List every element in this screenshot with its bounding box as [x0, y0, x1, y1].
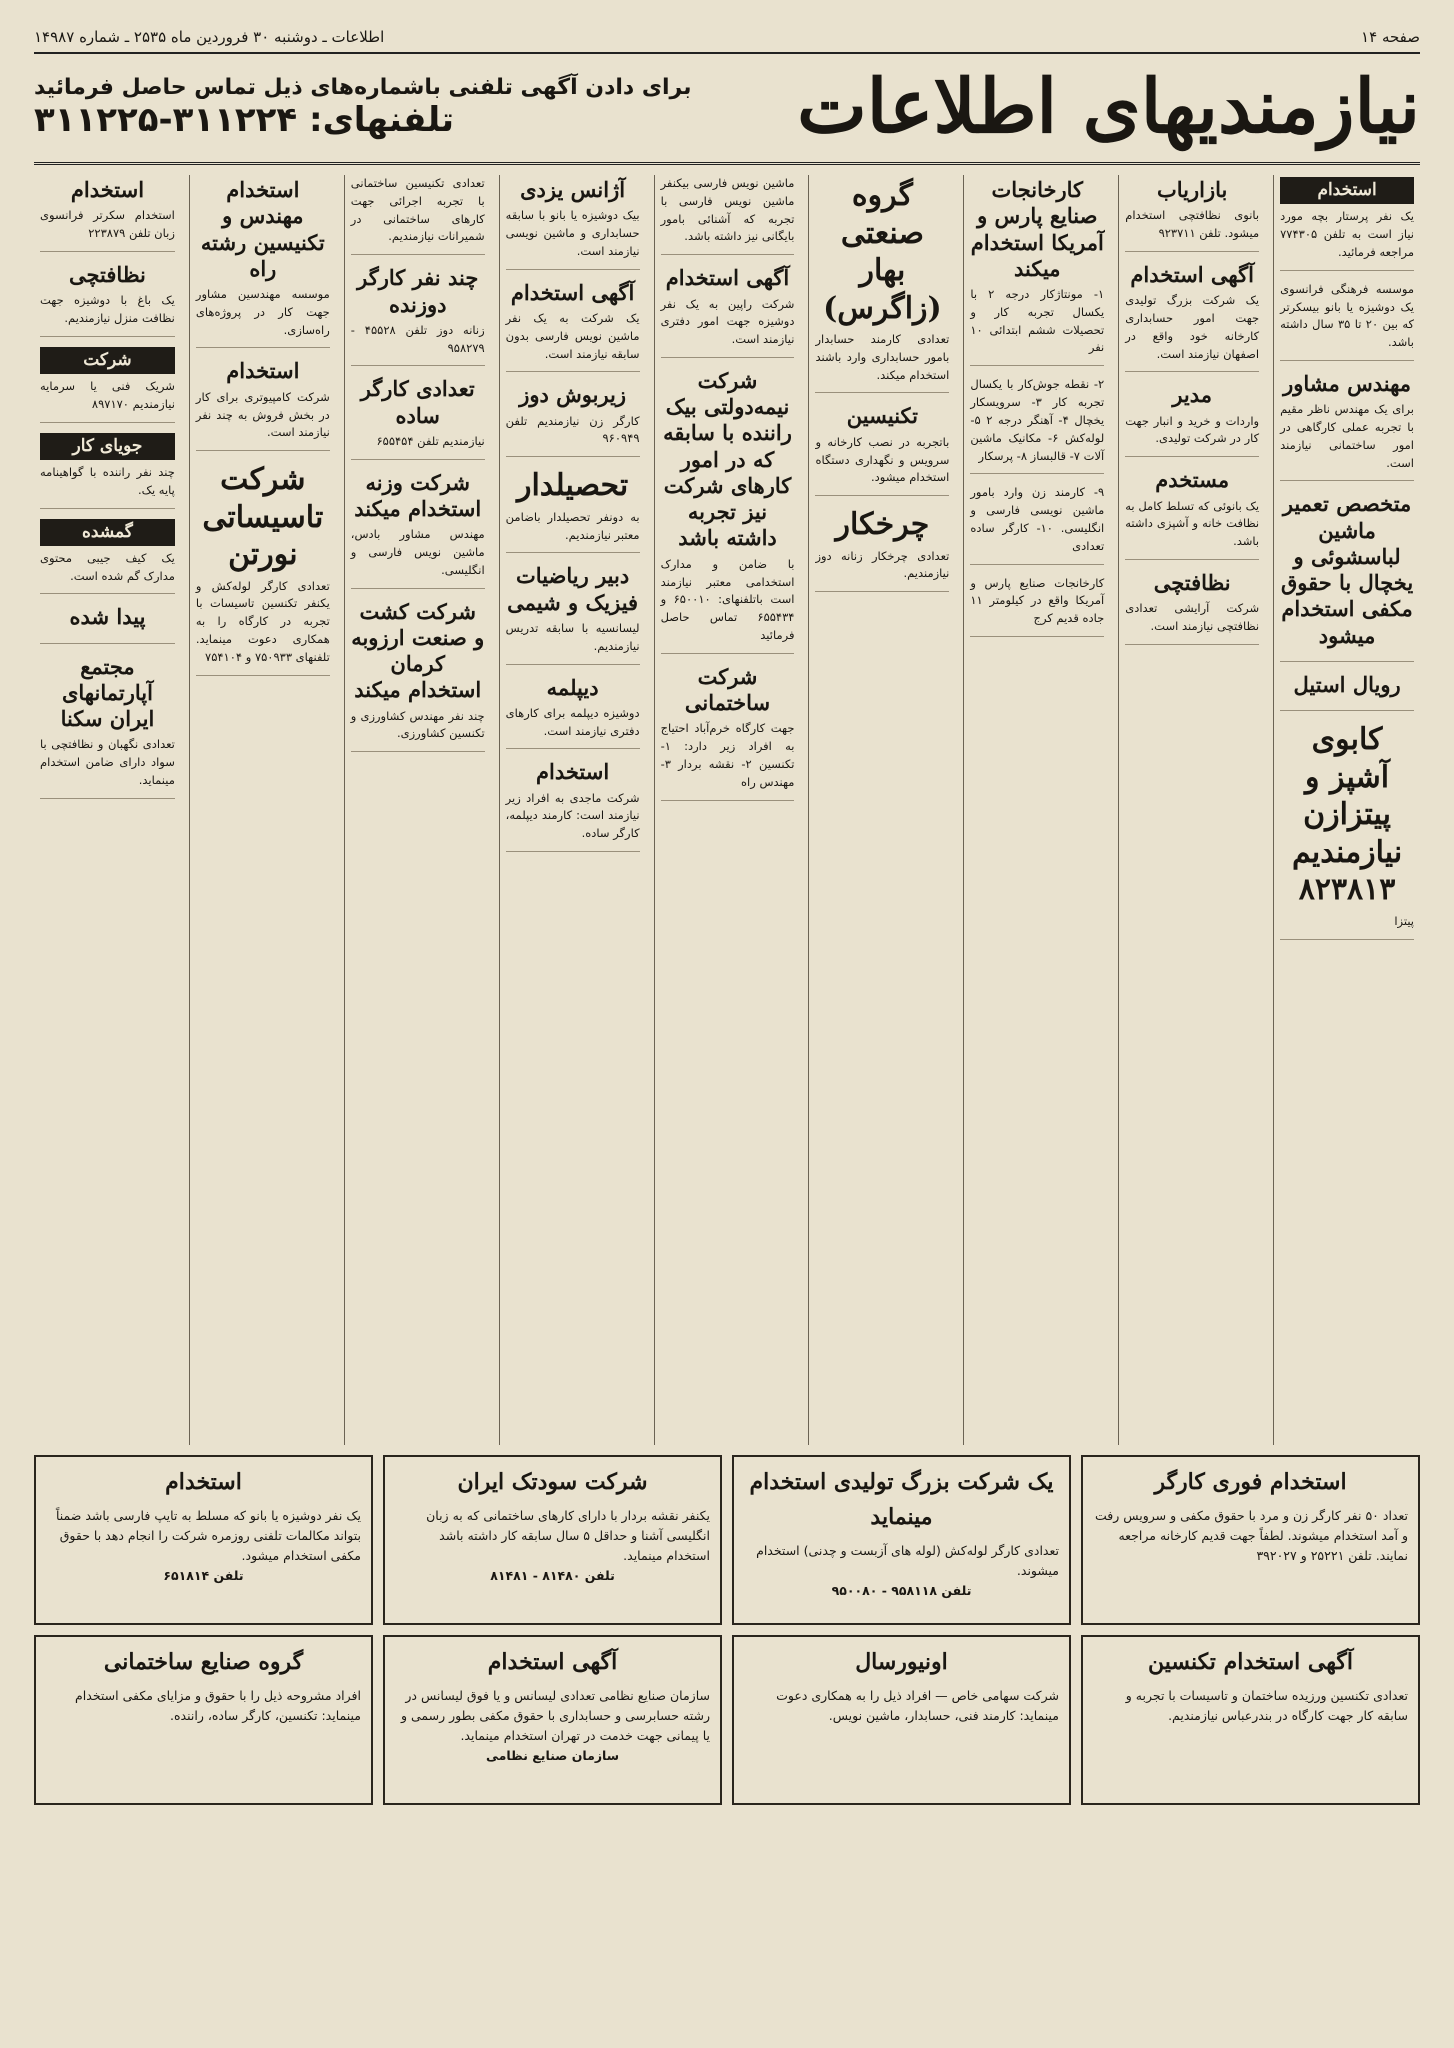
classified-ad: [661, 175, 795, 255]
ad-title: چرخکار: [835, 507, 930, 543]
contact-info: [34, 75, 692, 140]
ad-body: شرکت ماجدی به افراد زیر نیازمند است: کارمند دیپلمه، کارگر ساده.: [505, 790, 640, 841]
ad-body: با ضامن و مدارک استخدامی معتبر نیازمند است باتلفنهای: ۶۵۰۰۱۰ و ۶۵۵۴۳۴ تماس حاصل فرمائید: [660, 556, 795, 642]
ad-body: مهندس مشاور بادس، ماشین نویس فارسی و انگلیسی.: [350, 527, 485, 577]
ad-body: استخدام سکرتر فرانسوی زبان تلفن ۲۲۳۸۷۹: [40, 208, 175, 241]
ad-body: یک بانوئی که تسلط کامل به نظافت خانه و آشپزی داشته باشد.: [1125, 498, 1260, 549]
ad-title: شرکت تاسیساتی نورتن: [202, 462, 324, 573]
ad-body: دوشیزه دیپلمه برای کارهای دفتری نیازمند است.: [505, 705, 640, 738]
boxed-ad: [1081, 1635, 1420, 1805]
classified-ad: [40, 433, 175, 509]
classified-ad: [506, 177, 640, 270]
classified-ad: [815, 506, 949, 592]
boxed-ad: [383, 1635, 722, 1805]
boxed-ads-row-1: [34, 1455, 1420, 1625]
ad-body: ۹- کارمند زن وارد بامور ماشین نویسی فارسی و انگلیسی. ۱۰- کارگر ساده تعدادی: [970, 485, 1105, 553]
ad-title: آژانس یزدی: [520, 177, 626, 202]
boxed-ad-contact: تلفن ۸۱۴۸۰ - ۸۱۴۸۱: [490, 1568, 615, 1584]
classified-ad: [506, 563, 640, 664]
classified-ad: [40, 347, 175, 423]
classified-ad: [970, 177, 1104, 366]
ad-title: شرکت وزنه استخدام میکند: [354, 469, 482, 521]
ad-title: شرکت: [40, 347, 175, 374]
ad-body: باتجربه در نصب کارخانه و سرویس و نگهداری دستگاه استخدام میشود.: [815, 434, 950, 485]
classified-ad: [1280, 177, 1414, 271]
boxed-ad-title: اونیورسال: [855, 1649, 948, 1675]
boxed-ad-contact: تلفن ۶۵۱۸۱۴: [163, 1568, 244, 1584]
ad-title: نظافتچی: [1153, 569, 1231, 595]
classified-ad: [351, 470, 485, 589]
ad-title: چند نفر کارگر دوزنده: [357, 265, 479, 317]
classified-ad: [351, 376, 485, 459]
boxed-ad: [34, 1635, 373, 1805]
classified-ad: [351, 175, 485, 255]
ad-body: یک باغ با دوشیزه جهت نظافت منزل نیازمندیم.: [40, 293, 175, 325]
classified-ad: [661, 265, 795, 358]
classified-ad: [196, 177, 330, 348]
boxed-ad-body: افراد مشروحه ذیل را با حقوق و مزایای مکفی استخدام مینماید: تکنسین، کارگر ساده، راننده.: [75, 1688, 361, 1724]
classified-ad: [1125, 382, 1259, 457]
classified-ad: [506, 759, 640, 852]
ad-title: شرکت نیمه‌دولتی بیک راننده با سابقه که در امور کارهای شرکت نیز تجربه داشته باشد: [663, 367, 792, 551]
boxed-ad-body: تعدادی تکنسین ورزیده ساختمان و تاسیسات با تجربه و سابقه کار جهت کارگاه در بندرعباس نیازمندیم.: [1125, 1688, 1408, 1724]
ad-body: کارخانجات صنایع پارس و آمریکا واقع در کیلومتر ۱۱ جاده قدیم کرج: [970, 575, 1105, 626]
classified-ad: [1125, 262, 1259, 373]
ad-title: شرکت ساختمانی: [684, 663, 771, 715]
ad-title: رویال استیل: [1293, 671, 1401, 697]
classified-ad: [1125, 467, 1259, 560]
page-number: صفحه ۱۴: [1361, 28, 1420, 46]
ad-body: واردات و خرید و انبار جهت کار در شرکت تولیدی.: [1125, 413, 1260, 446]
ad-body: شریک فنی یا سرمایه نیازمندیم ۸۹۷۱۷۰: [40, 379, 175, 411]
boxed-ad-body: شرکت سهامی خاص — افراد ذیل را به همکاری دعوت مینماید: کارمند فنی، حسابدار، ماشین نویس.: [776, 1688, 1059, 1724]
ad-body: نیازمندیم تلفن ۶۵۵۴۵۴: [376, 433, 485, 448]
ad-title: مستخدم: [1155, 467, 1230, 493]
ad-column: [808, 175, 955, 1445]
classified-ad: [196, 461, 330, 676]
ad-title: مهندس مشاور: [1283, 370, 1412, 396]
section-title: نیازمندیهای اطلاعات: [797, 64, 1420, 150]
ad-title: زیربوش دوز: [519, 382, 627, 408]
classified-ad: [1280, 281, 1414, 361]
ad-body: بیک دوشیزه یا بانو با سابقه حسابداری و ماشین نویسی نیازمند است.: [505, 208, 640, 258]
ad-body: برای یک مهندس ناظر مقیم با تجربه عملی کارگاهی در امور ساختمانی نیازمند است.: [1280, 402, 1414, 470]
boxed-ad: [383, 1455, 722, 1625]
ad-body: چند نفر مهندس کشاورزی و تکنسین کشاورزی.: [350, 708, 485, 741]
classified-ad: [40, 519, 175, 595]
classified-ad: [661, 368, 795, 654]
boxed-ad-body: تعدادی کارگر لوله‌کش (لوله های آزبست و چدنی) استخدام میشوند.: [756, 1543, 1059, 1579]
ad-body: تعدادی کارگر لوله‌کش و یکنفر تکنسین تاسیسات با تجربه در کارگاه را به همکاری دعوت مینماید. تلفنهای ۷۵۰۹۳۳ و ۷۵۴۱۰۴: [195, 578, 330, 664]
classified-ad: [1280, 491, 1414, 662]
ad-body: ۲- نقطه جوش‌کار با یکسال تجربه کار ۳- سرویسکار یخچال ۴- آهنگر درجه ۲ ۵- لوله‌کش ۶- مکانیک ماشین آلات ۷- قالبساز ۸- پرسکار: [970, 377, 1105, 463]
ad-body: ۱- مونتاژکار درجه ۲ با یکسال تجربه کار و تحصیلات ششم ابتدائی ۱۰ نفر: [970, 287, 1105, 355]
boxed-ad-body: یکنفر نقشه بردار با دارای کارهای ساختمانی که به زبان انگلیسی آشنا و حداقل ۵ سال سابقه کار داشته باشد استخدام مینماید.: [426, 1508, 710, 1564]
ad-body: یک نفر پرستار بچه مورد نیاز است به تلفن ۷۷۴۳۰۵ مراجعه فرمائید.: [1280, 209, 1414, 259]
boxed-ad-title: استخدام: [165, 1469, 242, 1495]
ad-title: استخدام: [226, 358, 300, 384]
classified-ad: [1125, 570, 1259, 645]
ad-title: تعدادی کارگر ساده: [360, 376, 475, 428]
ad-body: شرکت راپین به یک نفر دوشیزه جهت امور دفتری نیازمند است.: [660, 296, 795, 347]
ad-title: نظافتچی: [69, 261, 146, 287]
boxed-ad-title: گروه صنایع ساختمانی: [103, 1649, 304, 1675]
classifieds-grid: [34, 175, 1420, 1445]
ad-body: چند نفر راننده با گواهینامه پایه یک.: [40, 464, 175, 497]
classified-ad: [40, 177, 175, 252]
classified-ad: [661, 664, 795, 801]
ad-body: موسسه مهندسین مشاور جهت کار در پروژه‌های راه‌سازی.: [195, 287, 330, 337]
ad-title: آگهی استخدام: [1130, 261, 1254, 287]
ad-title: پیدا شده: [69, 604, 146, 630]
ad-column: [344, 175, 491, 1445]
ad-title: تحصیلدار: [516, 468, 629, 504]
ad-title: استخدام: [70, 177, 145, 202]
ad-column: [963, 175, 1110, 1445]
classified-ad: [506, 467, 640, 553]
boxed-ad-contact: تلفن ۹۵۸۱۱۸ - ۹۵۰۰۸۰: [831, 1583, 972, 1599]
ad-title: آگهی استخدام: [510, 279, 635, 305]
ad-body: تعدادی کارمند حسابدار بامور حسابداری وارد باشند استخدام میکند.: [815, 332, 950, 382]
boxed-ad-body: یک نفر دوشیزه یا بانو که مسلط به تایپ فارسی باشد ضمناً بتواند مکالمات تلفنی روزمره شرکت را انجام دهد با حقوق مکفی استخدام میشود.: [55, 1508, 361, 1564]
ad-column: [1273, 175, 1420, 1445]
classified-ad: [196, 358, 330, 451]
ad-title: گروه صنعتی بهار (زاگرس): [823, 178, 942, 326]
ad-title: متخصص تعمیر ماشین لباسشوئی و یخچال با حقوق مکفی استخدام میشود: [1280, 491, 1414, 648]
ad-body: کارگر زن نیازمندیم تلفن ۹۶۰۹۴۹: [505, 413, 640, 446]
classified-ad: [970, 484, 1104, 564]
ad-body: یک شرکت بزرگ تولیدی جهت امور حسابداری کارخانه خود واقع در اصفهان نیازمند است.: [1125, 293, 1260, 361]
issue-line: اطلاعات ـ دوشنبه ۳۰ فروردین ماه ۲۵۳۵ ـ شماره ۱۴۹۸۷: [34, 28, 385, 46]
ad-body: تعدادی نگهبان و نظافتچی با سواد دارای ضامن استخدام مینماید.: [40, 737, 175, 787]
classified-ad: [1280, 371, 1414, 482]
boxed-ad-title: شرکت سودتک ایران: [457, 1469, 648, 1495]
ad-title: مدیر: [1172, 382, 1213, 408]
boxed-ad: [34, 1455, 373, 1625]
running-header: [34, 28, 1420, 54]
boxed-ad-title: یک شرکت بزرگ تولیدی استخدام مینماید: [749, 1469, 1054, 1531]
ad-title: استخدام: [536, 759, 610, 785]
ad-title: آگهی استخدام: [665, 265, 790, 291]
ad-column: [34, 175, 181, 1445]
classified-ad: [506, 382, 640, 457]
ad-body: به دونفر تحصیلدار باضامن معتبر نیازمندیم.: [505, 509, 640, 542]
ad-body: جهت کارگاه خرم‌آباد احتیاج به افراد زیر دارد: ۱- تکنسین ۲- نقشه بردار ۳- مهندس راه: [660, 721, 795, 789]
ad-body: لیسانسیه با سابقه تدریس نیازمندیم.: [505, 620, 640, 653]
boxed-ad: [1081, 1455, 1420, 1625]
classified-ad: [815, 403, 949, 496]
ad-column: [654, 175, 801, 1445]
boxed-ad-title: استخدام فوری کارگر: [1154, 1469, 1347, 1495]
ad-title: تکنیسین: [846, 403, 918, 429]
classified-ad: [1280, 672, 1414, 711]
ad-title: دبیر ریاضیات فیزیک و شیمی: [507, 563, 639, 615]
boxed-ad: [732, 1455, 1071, 1625]
classified-ad: [1125, 177, 1259, 252]
ad-body: زنانه دوز تلفن ۴۵۵۲۸ - ۹۵۸۲۷۹: [350, 322, 485, 355]
classified-ad: [40, 604, 175, 643]
classified-ad: [351, 599, 485, 753]
ad-title: کارخانجات صنایع پارس و آمریکا استخدام میکند: [970, 177, 1104, 281]
boxed-ad: [732, 1635, 1071, 1805]
ad-body: یک شرکت به یک نفر ماشین نویس فارسی بدون سابقه نیازمند است.: [505, 310, 640, 361]
ad-title: بازاریاب: [1156, 177, 1228, 202]
classified-ad: [40, 262, 175, 337]
boxed-ad-title: آگهی استخدام: [487, 1649, 618, 1675]
ad-body: پیتزا: [1394, 913, 1414, 928]
ad-column: [499, 175, 646, 1445]
ad-body: شرکت کامپیوتری برای کار در بخش فروش به چند نفر نیازمند است.: [195, 389, 330, 440]
ad-title: جویای کار: [40, 433, 175, 460]
ad-body: ماشین نویس فارسی بیکنفر ماشین نویس فارسی با تجربه که آشنائی بامور بایگانی نیز داشته باشد.: [660, 176, 795, 244]
ad-title: استخدام: [1280, 177, 1414, 204]
boxed-ads-row-2: [34, 1635, 1420, 1805]
boxed-ad-contact: سازمان صنایع نظامی: [485, 1748, 620, 1764]
ad-title: شرکت کشت و صنعت ارزوبه کرمان استخدام میکند: [351, 598, 485, 703]
ad-body: یک کیف جیبی محتوی مدارک گم شده است.: [40, 550, 175, 583]
ad-title: استخدام مهندس و تکنیسین رشته راه: [200, 177, 325, 281]
ad-title: مجتمع آپارتمانهای ایران سکنا: [60, 653, 155, 732]
boxed-ad-body: سازمان صنایع نظامی تعدادی لیسانس و یا فوق لیسانس در رشته حسابرسی و حسابداری با حقوق مکفی بطور رسمی و یا پیمانی جهت خدمت در تهران استخدام مینماید.: [400, 1688, 710, 1744]
boxed-ad-title: آگهی استخدام تکنسین: [1148, 1649, 1353, 1675]
ad-column: [189, 175, 336, 1445]
ad-title: کابوی آشپز و پیتزازن نیازمندیم ۸۲۳۸۱۳: [1291, 722, 1403, 908]
classified-ad: [1280, 721, 1414, 939]
contact-notice: برای دادن آگهی تلفنی باشماره‌های ذیل تماس حاصل فرمائید: [34, 74, 692, 100]
boxed-ad-body: تعداد ۵۰ نفر کارگر زن و مرد با حقوق مکفی و سرویس رفت و آمد استخدام میشوند. لطفاً جهت قدیم کارخانه مراجعه نمایند. تلفن ۲۵۲۲۱ و ۳۹۲۰۲۷: [1095, 1508, 1408, 1564]
masthead: [34, 54, 1420, 165]
classified-ad: [506, 280, 640, 373]
classified-ad: [351, 265, 485, 366]
contact-phones: تلفنهای: ۳۱۱۲۲۴-۳۱۱۲۲۵: [34, 99, 454, 140]
classified-ad: [970, 376, 1104, 474]
ad-column: [1118, 175, 1265, 1445]
classified-ad: [970, 575, 1104, 637]
ad-body: شرکت آرایشی تعدادی نظافتچی نیازمند است.: [1125, 601, 1260, 633]
ad-title: گمشده: [40, 519, 175, 546]
ad-body: تعدادی تکنیسین ساختمانی با تجربه اجرائی جهت کارهای ساختمانی در شمیرانات نیازمندیم.: [350, 176, 485, 244]
ad-body: تعدادی چرخکار زنانه دوز نیازمندیم.: [815, 548, 950, 581]
ad-title: دیپلمه: [546, 674, 599, 700]
ad-body: موسسه فرهنگی فرانسوی یک دوشیزه یا بانو بیسکرتر که بین ۲۰ تا ۳۵ سال داشته باشد.: [1280, 281, 1414, 350]
classified-ad: [40, 654, 175, 799]
ad-body: بانوی نظافتچی استخدام میشود. تلفن ۹۲۳۷۱۱: [1125, 208, 1260, 241]
classified-ad: [815, 177, 949, 393]
classified-ad: [506, 675, 640, 750]
